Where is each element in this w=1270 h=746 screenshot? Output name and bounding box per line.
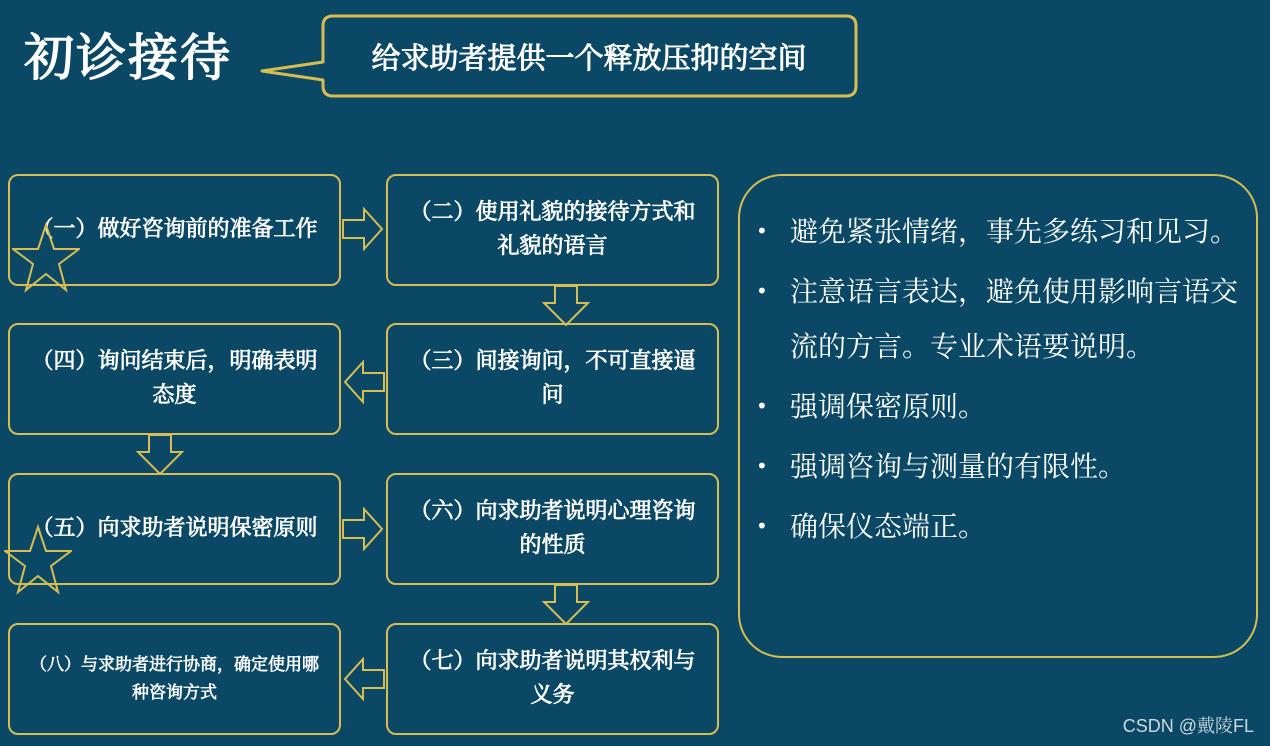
arrow-left-icon bbox=[343, 657, 385, 701]
note-item bbox=[754, 439, 1254, 494]
star-icon bbox=[4, 524, 72, 596]
arrow-right-icon bbox=[342, 507, 384, 551]
step-label-6: （六）向求助者说明心理咨询的性质 bbox=[409, 499, 696, 558]
step-label-5: （五）向求助者说明保密原则 bbox=[31, 516, 318, 541]
note-item bbox=[754, 204, 1254, 259]
note-item bbox=[754, 499, 1254, 554]
arrow-down-icon bbox=[136, 434, 184, 476]
note-text: 避免紧张情绪，事先多练习和见习。 bbox=[790, 215, 1239, 248]
bullet-icon: • bbox=[756, 514, 768, 538]
arrow-down-icon bbox=[542, 285, 590, 327]
arrow-right-icon bbox=[342, 207, 384, 251]
step-box-4 bbox=[8, 323, 341, 435]
step-box-8 bbox=[8, 623, 341, 735]
note-item bbox=[754, 379, 1254, 434]
step-box-6 bbox=[386, 473, 719, 585]
step-label-2: （二）使用礼貌的接待方式和礼貌的语言 bbox=[409, 200, 696, 259]
note-text: 强调保密原则。 bbox=[790, 390, 987, 423]
star-icon bbox=[12, 222, 80, 294]
step-box-2 bbox=[386, 174, 719, 286]
arrow-down-icon bbox=[542, 584, 590, 626]
step-label-1: （一）做好咨询前的准备工作 bbox=[31, 217, 318, 242]
bullet-icon: • bbox=[756, 279, 768, 303]
note-item bbox=[754, 264, 1254, 374]
step-box-7 bbox=[386, 623, 719, 735]
step-label-4: （四）询问结束后，明确表明态度 bbox=[31, 349, 318, 408]
bullet-icon: • bbox=[756, 219, 768, 243]
watermark: CSDN @戴陵FL bbox=[1122, 716, 1254, 736]
step-label-8: （八）与求助者进行协商，确定使用哪种咨询方式 bbox=[30, 655, 319, 703]
step-box-3 bbox=[386, 323, 719, 435]
arrow-left-icon bbox=[343, 360, 385, 404]
callout-text: 给求助者提供一个释放压抑的空间 bbox=[371, 40, 807, 75]
note-text: 注意语言表达，避免使用影响言语交流的方言。专业术语要说明。 bbox=[790, 275, 1239, 363]
slide-title: 初诊接待 bbox=[24, 29, 232, 87]
note-text: 确保仪态端正。 bbox=[790, 510, 987, 543]
note-text: 强调咨询与测量的有限性。 bbox=[790, 450, 1127, 483]
bullet-icon: • bbox=[756, 394, 768, 418]
step-label-7: （七）向求助者说明其权利与义务 bbox=[409, 649, 696, 708]
step-label-3: （三）间接询问，不可直接逼问 bbox=[409, 349, 696, 408]
notes-panel bbox=[738, 174, 1258, 658]
notes-list bbox=[754, 204, 1254, 559]
bullet-icon: • bbox=[756, 454, 768, 478]
